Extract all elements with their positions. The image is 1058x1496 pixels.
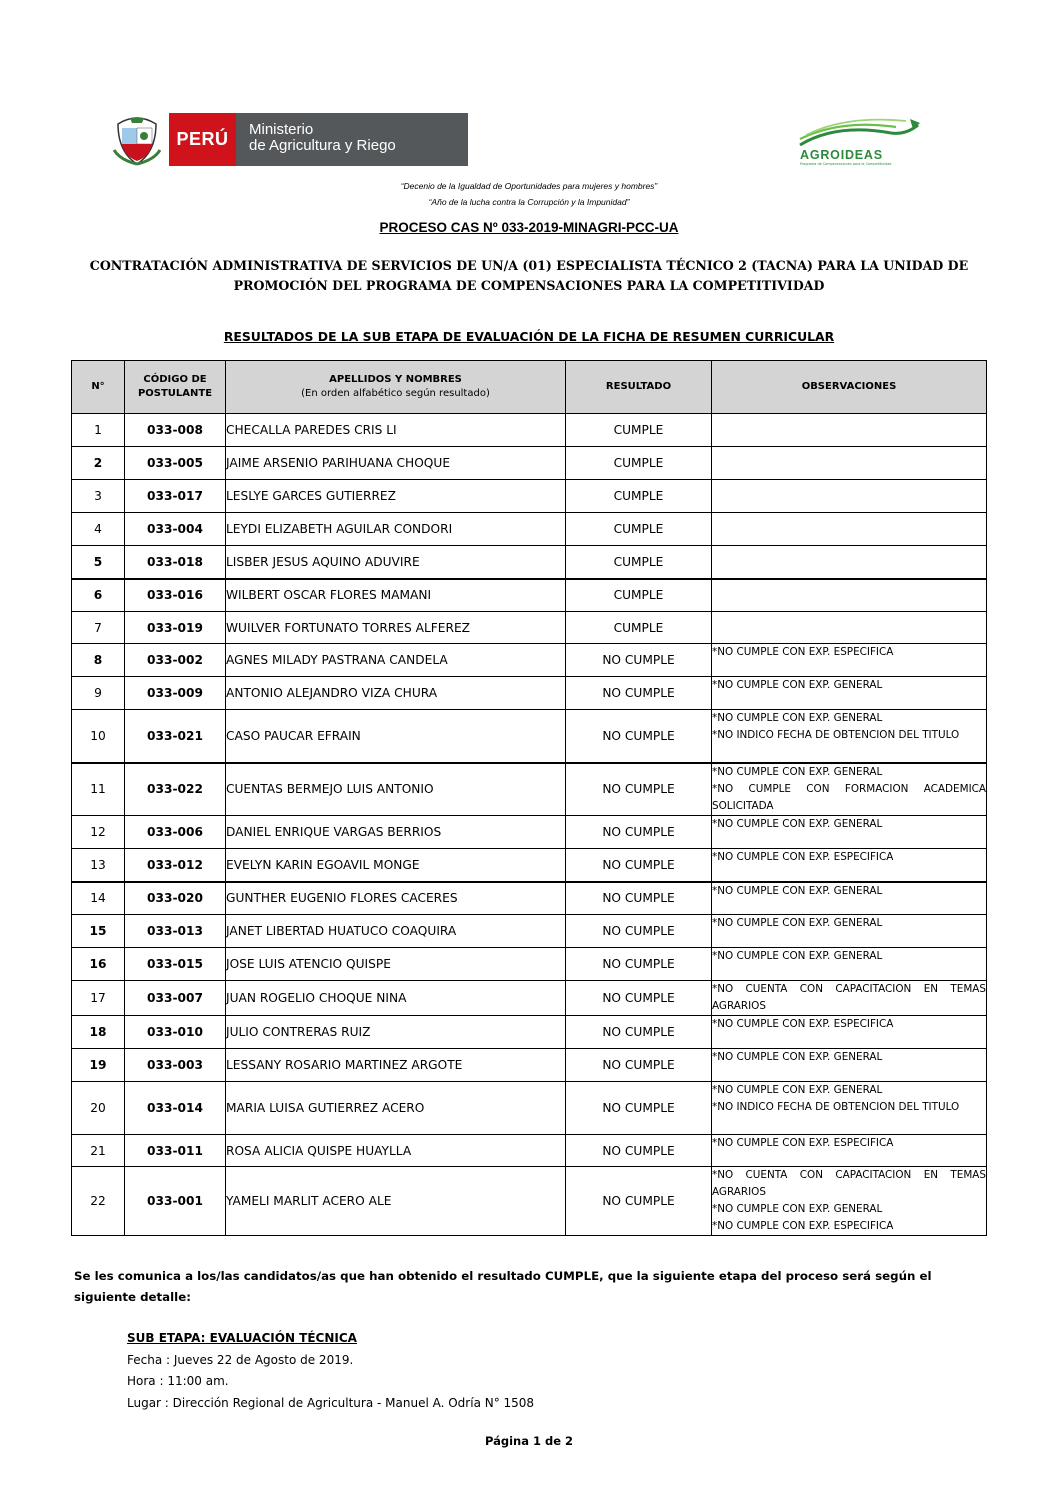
- table-row: [72, 915, 987, 948]
- ministry-line-1: Ministerio: [249, 121, 314, 138]
- applicant-name: JUAN ROGELIO CHOQUE NINA: [226, 981, 566, 1016]
- observations: [712, 915, 987, 948]
- applicant-name: CASO PAUCAR EFRAIN: [226, 710, 566, 763]
- applicant-name: DANIEL ENRIQUE VARGAS BERRIOS: [226, 816, 566, 849]
- table-row: [72, 1135, 987, 1167]
- applicant-name: WUILVER FORTUNATO TORRES ALFEREZ: [226, 612, 566, 644]
- ministry-line-2: de Agricultura y Riego: [249, 137, 396, 154]
- applicant-name: JAIME ARSENIO PARIHUANA CHOQUE: [226, 447, 566, 480]
- observations: [712, 1167, 987, 1236]
- observation-line: *NO CUMPLE CON EXP. GENERAL: [712, 1051, 883, 1063]
- row-number: 22: [72, 1167, 125, 1236]
- agroideas-logo: [796, 117, 926, 165]
- agroideas-swoosh-icon: [796, 117, 926, 149]
- row-number: 3: [72, 480, 125, 513]
- observation-line: *NO CUMPLE CON EXP. ESPECIFICA: [712, 1220, 894, 1232]
- observations: [712, 480, 987, 513]
- agroideas-tagline: Programa de Compensaciones para la Competitividad: [800, 162, 892, 166]
- applicant-code: 033-005: [125, 447, 226, 480]
- observations: [712, 1049, 987, 1082]
- results-table: [71, 360, 987, 1236]
- table-row: [72, 480, 987, 513]
- observation-line: *NO CUMPLE CON EXP. GENERAL: [712, 917, 883, 929]
- observation-line: *NO CUENTA CON CAPACITACION EN TEMAS AGRARIOS: [712, 983, 986, 1012]
- result-value: NO CUMPLE: [566, 1135, 712, 1167]
- observation-line: *NO CUMPLE CON EXP. ESPECIFICA: [712, 1137, 894, 1149]
- applicant-code: 033-022: [125, 763, 226, 816]
- table-row: [72, 414, 987, 447]
- row-number: 13: [72, 849, 125, 882]
- applicant-name: EVELYN KARIN EGOAVIL MONGE: [226, 849, 566, 882]
- decenio-line-2: “Año de la lucha contra la Corrupción y la Impunidad”: [428, 197, 630, 207]
- observation-line: *NO INDICO FECHA DE OBTENCION DEL TITULO: [712, 729, 960, 741]
- table-row: [72, 546, 987, 579]
- table-row: [72, 1049, 987, 1082]
- col-num-header: N°: [72, 361, 125, 414]
- applicant-name: CHECALLA PAREDES CRIS LI: [226, 414, 566, 447]
- observations: [712, 414, 987, 447]
- observation-line: *NO CUMPLE CON EXP. GENERAL: [712, 679, 883, 691]
- row-number: 17: [72, 981, 125, 1016]
- col-result-header: RESULTADO: [566, 361, 712, 414]
- result-value: NO CUMPLE: [566, 948, 712, 981]
- observations: [712, 948, 987, 981]
- row-number: 14: [72, 882, 125, 915]
- peru-label: PERÚ: [169, 113, 236, 166]
- result-value: NO CUMPLE: [566, 677, 712, 710]
- table-row: [72, 849, 987, 882]
- row-number: 6: [72, 579, 125, 612]
- applicant-name: LESLYE GARCES GUTIERREZ: [226, 480, 566, 513]
- table-row: [72, 447, 987, 480]
- observations: [712, 1135, 987, 1167]
- observations: [712, 763, 987, 816]
- table-row: [72, 981, 987, 1016]
- observation-line: *NO CUMPLE CON EXP. GENERAL: [712, 1084, 883, 1096]
- result-value: NO CUMPLE: [566, 915, 712, 948]
- observations: [712, 579, 987, 612]
- observations: [712, 447, 987, 480]
- observations: [712, 513, 987, 546]
- table-row: [72, 763, 987, 816]
- applicant-code: 033-011: [125, 1135, 226, 1167]
- result-value: NO CUMPLE: [566, 981, 712, 1016]
- observation-line: *NO CUMPLE CON EXP. ESPECIFICA: [712, 851, 894, 863]
- row-number: 18: [72, 1016, 125, 1049]
- result-value: CUMPLE: [566, 546, 712, 579]
- result-value: NO CUMPLE: [566, 882, 712, 915]
- result-value: CUMPLE: [566, 414, 712, 447]
- applicant-code: 033-015: [125, 948, 226, 981]
- result-value: CUMPLE: [566, 513, 712, 546]
- row-number: 19: [72, 1049, 125, 1082]
- observation-line: *NO CUMPLE CON EXP. GENERAL: [712, 1203, 883, 1215]
- observation-line: *NO CUMPLE CON EXP. GENERAL: [712, 818, 883, 830]
- applicant-name: ANTONIO ALEJANDRO VIZA CHURA: [226, 677, 566, 710]
- result-value: NO CUMPLE: [566, 816, 712, 849]
- observations: [712, 849, 987, 882]
- row-number: 4: [72, 513, 125, 546]
- table-row: [72, 948, 987, 981]
- stage-place: Lugar : Dirección Regional de Agricultura - Manuel A. Odría N° 1508: [127, 1395, 535, 1410]
- observations: [712, 1082, 987, 1135]
- col-name-header-line-1: APELLIDOS Y NOMBRES: [329, 374, 462, 385]
- result-value: NO CUMPLE: [566, 849, 712, 882]
- applicant-code: 033-010: [125, 1016, 226, 1049]
- stage-date: Fecha : Jueves 22 de Agosto de 2019.: [127, 1352, 354, 1367]
- result-value: NO CUMPLE: [566, 1167, 712, 1236]
- subject-line-1: CONTRATACIÓN ADMINISTRATIVA DE SERVICIOS DE UN/A (01) ESPECIALISTA TÉCNICO 2 (TACNA) PARA LA UNIDAD DE: [89, 258, 969, 273]
- table-row: [72, 816, 987, 849]
- applicant-code: 033-001: [125, 1167, 226, 1236]
- observation-line: *NO INDICO FECHA DE OBTENCION DEL TITULO: [712, 1101, 960, 1113]
- notice: Se les comunica a los/las candidatos/as que han obtenido el resultado CUMPLE, que la siguiente etapa del proceso será según el siguiente detalle:: [74, 1269, 932, 1304]
- row-number: 20: [72, 1082, 125, 1135]
- subject-line-2: PROMOCIÓN DEL PROGRAMA DE COMPENSACIONES PARA LA COMPETITIVIDAD: [233, 278, 825, 293]
- table-row: [72, 1167, 987, 1236]
- row-number: 5: [72, 546, 125, 579]
- row-number: 16: [72, 948, 125, 981]
- observations: [712, 1016, 987, 1049]
- table-row: [72, 513, 987, 546]
- result-value: NO CUMPLE: [566, 644, 712, 677]
- applicant-code: 033-008: [125, 414, 226, 447]
- observations: [712, 816, 987, 849]
- observation-line: *NO CUENTA CON CAPACITACION EN TEMAS AGRARIOS: [712, 1169, 986, 1198]
- result-value: NO CUMPLE: [566, 1082, 712, 1135]
- col-name-header-line-2: (En orden alfabético según resultado): [301, 388, 490, 399]
- applicant-name: ROSA ALICIA QUISPE HUAYLLA: [226, 1135, 566, 1167]
- applicant-code: 033-012: [125, 849, 226, 882]
- agroideas-name: AGROIDEAS: [800, 148, 883, 162]
- observation-line: *NO CUMPLE CON FORMACION ACADEMICA SOLICITADA: [712, 782, 986, 812]
- applicant-name: JULIO CONTRERAS RUIZ: [226, 1016, 566, 1049]
- row-number: 10: [72, 710, 125, 763]
- applicant-code: 033-003: [125, 1049, 226, 1082]
- result-value: NO CUMPLE: [566, 1049, 712, 1082]
- row-number: 9: [72, 677, 125, 710]
- applicant-code: 033-013: [125, 915, 226, 948]
- observations: [712, 644, 987, 677]
- observation-line: *NO CUMPLE CON EXP. GENERAL: [712, 765, 883, 778]
- applicant-code: 033-004: [125, 513, 226, 546]
- table-body: [72, 414, 987, 1236]
- observation-line: *NO CUMPLE CON EXP. GENERAL: [712, 950, 883, 962]
- table-row: [72, 677, 987, 710]
- applicant-name: WILBERT OSCAR FLORES MAMANI: [226, 579, 566, 612]
- applicant-code: 033-017: [125, 480, 226, 513]
- row-number: 2: [72, 447, 125, 480]
- row-number: 21: [72, 1135, 125, 1167]
- col-name-header: [226, 361, 566, 414]
- applicant-code: 033-021: [125, 710, 226, 763]
- ministry-label: [236, 113, 468, 166]
- applicant-code: 033-002: [125, 644, 226, 677]
- applicant-name: LEYDI ELIZABETH AGUILAR CONDORI: [226, 513, 566, 546]
- table-row: [72, 1082, 987, 1135]
- col-code-header-line-2: POSTULANTE: [137, 388, 213, 399]
- applicant-code: 033-006: [125, 816, 226, 849]
- observations: [712, 677, 987, 710]
- observation-line: *NO CUMPLE CON EXP. GENERAL: [712, 884, 883, 897]
- col-obs-header: OBSERVACIONES: [712, 361, 987, 414]
- next-stage: [127, 1328, 534, 1414]
- page-number: Página 1 de 2: [484, 1434, 574, 1448]
- applicant-name: LISBER JESUS AQUINO ADUVIRE: [226, 546, 566, 579]
- col-code-header: [125, 361, 226, 414]
- row-number: 12: [72, 816, 125, 849]
- result-value: CUMPLE: [566, 480, 712, 513]
- applicant-code: 033-014: [125, 1082, 226, 1135]
- result-value: CUMPLE: [566, 612, 712, 644]
- observations: [712, 710, 987, 763]
- applicant-name: MARIA LUISA GUTIERREZ ACERO: [226, 1082, 566, 1135]
- minagri-logo: [111, 113, 468, 166]
- table-row: [72, 612, 987, 644]
- row-number: 15: [72, 915, 125, 948]
- table-row: [72, 644, 987, 677]
- applicant-name: JOSE LUIS ATENCIO QUISPE: [226, 948, 566, 981]
- applicant-code: 033-009: [125, 677, 226, 710]
- observation-line: *NO CUMPLE CON EXP. ESPECIFICA: [712, 1018, 894, 1030]
- applicant-name: YAMELI MARLIT ACERO ALE: [226, 1167, 566, 1236]
- applicant-name: CUENTAS BERMEJO LUIS ANTONIO: [226, 763, 566, 816]
- applicant-name: GUNTHER EUGENIO FLORES CACERES: [226, 882, 566, 915]
- row-number: 11: [72, 763, 125, 816]
- applicant-code: 033-016: [125, 579, 226, 612]
- stage-time: Hora : 11:00 am.: [127, 1374, 229, 1388]
- observation-line: *NO CUMPLE CON EXP. GENERAL: [712, 712, 883, 724]
- col-code-header-line-1: CÓDIGO DE: [143, 374, 207, 385]
- applicant-code: 033-020: [125, 882, 226, 915]
- observations: [712, 612, 987, 644]
- results-title: RESULTADOS DE LA SUB ETAPA DE EVALUACIÓN DE LA FICHA DE RESUMEN CURRICULAR: [223, 329, 835, 344]
- decenio-line-1: “Decenio de la Igualdad de Oportunidades para mujeres y hombres”: [400, 181, 658, 191]
- result-value: NO CUMPLE: [566, 1016, 712, 1049]
- table-row: [72, 710, 987, 763]
- stage-title: SUB ETAPA: EVALUACIÓN TÉCNICA: [127, 1331, 357, 1345]
- observation-line: *NO CUMPLE CON EXP. ESPECIFICA: [712, 646, 894, 658]
- observations: [712, 546, 987, 579]
- applicant-code: 033-018: [125, 546, 226, 579]
- table-row: [72, 1016, 987, 1049]
- observations: [712, 981, 987, 1016]
- table-row: [72, 579, 987, 612]
- row-number: 7: [72, 612, 125, 644]
- applicant-name: JANET LIBERTAD HUATUCO COAQUIRA: [226, 915, 566, 948]
- process-code: PROCESO CAS Nº 033-2019-MINAGRI-PCC-UA: [379, 220, 679, 235]
- applicant-code: 033-019: [125, 612, 226, 644]
- subject: [80, 256, 978, 296]
- coat-of-arms-icon: [111, 113, 163, 166]
- result-value: CUMPLE: [566, 447, 712, 480]
- table-row: [72, 882, 987, 915]
- result-value: NO CUMPLE: [566, 710, 712, 763]
- row-number: 1: [72, 414, 125, 447]
- applicant-code: 033-007: [125, 981, 226, 1016]
- applicant-name: LESSANY ROSARIO MARTINEZ ARGOTE: [226, 1049, 566, 1082]
- observations: [712, 882, 987, 915]
- applicant-name: AGNES MILADY PASTRANA CANDELA: [226, 644, 566, 677]
- result-value: CUMPLE: [566, 579, 712, 612]
- table-header-row: [72, 361, 987, 414]
- row-number: 8: [72, 644, 125, 677]
- result-value: NO CUMPLE: [566, 763, 712, 816]
